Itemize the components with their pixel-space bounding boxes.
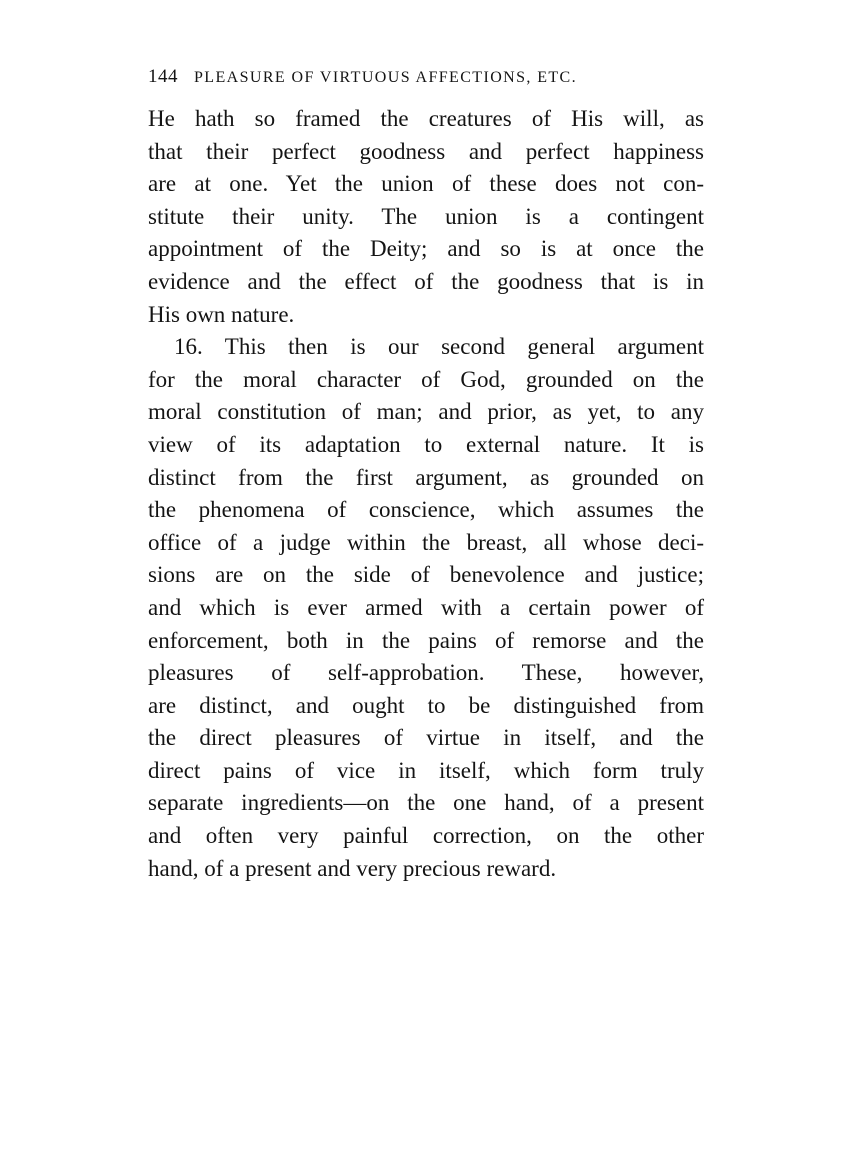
text-line: distinct from the first argument, as grounded on — [148, 464, 704, 490]
text-line: moral constitution of man; and prior, as yet, to any — [148, 399, 704, 425]
book-page — [148, 60, 704, 885]
text-line: that their perfect goodness and perfect happiness — [148, 138, 704, 164]
paragraph-2 — [148, 331, 704, 885]
text-line: are at one. Yet the union of these does not con- — [148, 171, 704, 197]
text-line: 16. This then is our second general argument — [174, 334, 704, 360]
running-head — [148, 60, 704, 94]
text-line: direct pains of vice in itself, which form truly — [148, 757, 704, 783]
running-title: PLEASURE OF VIRTUOUS AFFECTIONS, ETC. — [194, 69, 578, 86]
text-line: office of a judge within the breast, all whose deci- — [148, 529, 704, 555]
text-line: are distinct, and ought to be distinguished from — [148, 692, 704, 718]
paragraph-1 — [148, 103, 704, 331]
text-line: pleasures of self-approbation. These, however, — [148, 660, 704, 686]
text-line: and which is ever armed with a certain power of — [148, 594, 704, 620]
text-line: appointment of the Deity; and so is at once the — [148, 236, 704, 262]
text-line: His own nature. — [148, 301, 295, 327]
text-line: and often very painful correction, on the other — [148, 823, 704, 849]
page-number: 144 — [148, 66, 178, 87]
text-line: hand, of a present and very precious reward. — [148, 855, 557, 881]
text-line: sions are on the side of benevolence and justice; — [148, 562, 704, 588]
text-line: the direct pleasures of virtue in itself, and the — [148, 725, 704, 751]
text-line: evidence and the effect of the goodness that is in — [148, 268, 704, 294]
text-line: the phenomena of conscience, which assumes the — [148, 497, 704, 523]
text-line: view of its adaptation to external nature. It is — [148, 431, 704, 457]
text-line: separate ingredients—on the one hand, of a present — [148, 790, 704, 816]
body-text — [148, 103, 704, 885]
text-line: stitute their unity. The union is a contingent — [148, 203, 704, 229]
text-line: for the moral character of God, grounded on the — [148, 366, 704, 392]
text-line: enforcement, both in the pains of remorse and the — [148, 627, 704, 653]
text-line: He hath so framed the creatures of His will, as — [148, 106, 704, 131]
